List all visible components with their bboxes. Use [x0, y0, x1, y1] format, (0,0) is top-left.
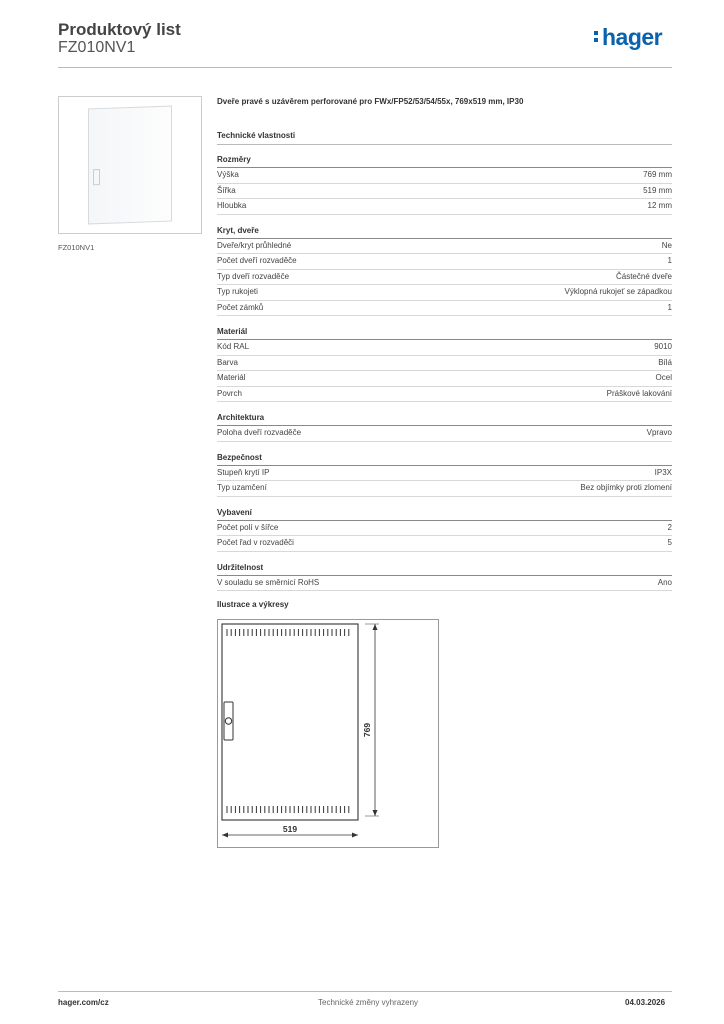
spec-row	[217, 466, 672, 482]
section-title: Architektura	[217, 410, 672, 426]
spec-value: 12 mm	[647, 201, 672, 210]
header-divider	[58, 67, 672, 68]
page-title: Produktový list	[58, 20, 181, 39]
spec-label: Povrch	[217, 388, 242, 398]
illustration-title: Ilustrace a výkresy	[217, 600, 289, 609]
spec-row	[217, 481, 672, 497]
spec-value: Vpravo	[646, 428, 672, 437]
spec-row	[217, 356, 672, 372]
spec-label: Kód RAL	[217, 342, 250, 351]
logo-dots-icon	[594, 31, 599, 45]
spec-value: 769 mm	[643, 170, 672, 179]
spec-label: Počet dveří rozvaděče	[217, 256, 297, 265]
spec-row	[217, 239, 672, 255]
width-dimension-label: 519	[282, 824, 298, 834]
spec-value: 2	[667, 522, 672, 532]
footer-divider	[58, 991, 672, 992]
spec-row	[217, 184, 672, 200]
spec-row	[217, 168, 672, 184]
spec-row	[217, 371, 672, 387]
spec-label: Materiál	[217, 373, 246, 382]
spec-label: Typ dveří rozvaděče	[217, 271, 290, 281]
spec-value: Ne	[661, 240, 672, 250]
spec-table	[217, 152, 672, 591]
door-drawing-svg	[218, 620, 438, 847]
spec-row	[217, 254, 672, 270]
footer-note: Technické změny vyhrazeny	[318, 998, 419, 1007]
spec-row	[217, 426, 672, 442]
spec-label: Stupeň krytí IP	[217, 467, 270, 477]
spec-label: Počet polí v šířce	[217, 522, 279, 532]
spec-row	[217, 199, 672, 215]
spec-value: Výklopná rukojeť se západkou	[564, 287, 672, 296]
spec-label: Výška	[217, 170, 239, 179]
spec-value: IP3X	[654, 467, 672, 477]
spec-value: Bez objímky proti zlomení	[580, 483, 672, 492]
spec-row	[217, 340, 672, 356]
spec-label: Typ uzamčení	[217, 483, 267, 492]
spec-label: Šířka	[217, 185, 236, 195]
section-title: Materiál	[217, 324, 672, 340]
tech-divider	[217, 144, 672, 145]
height-dimension-label: 769	[362, 722, 372, 738]
spec-row	[217, 387, 672, 403]
product-code: FZ010NV1	[58, 39, 136, 56]
spec-value: Ocel	[655, 373, 672, 382]
spec-row	[217, 521, 672, 537]
product-description: Dveře pravé s uzávěrem perforované pro FWx/FP52/53/54/55x, 769x519 mm, IP30	[217, 97, 524, 106]
spec-value: Ano	[657, 577, 672, 587]
hager-logo: hager	[594, 26, 662, 49]
spec-value: Částečné dveře	[615, 271, 672, 281]
spec-value: Práškové lakování	[606, 388, 672, 398]
section-title: Bezpečnost	[217, 450, 672, 466]
spec-label: Počet zámků	[217, 302, 264, 312]
footer-date: 04.03.2026	[625, 998, 666, 1007]
spec-value: 519 mm	[643, 185, 672, 195]
tech-heading: Technické vlastnosti	[217, 131, 296, 140]
spec-row	[217, 270, 672, 286]
spec-value: 1	[667, 256, 672, 265]
spec-value: 9010	[654, 342, 672, 351]
section-title: Udržitelnost	[217, 560, 672, 576]
section-title: Vybavení	[217, 505, 672, 521]
spec-value: 1	[667, 302, 672, 312]
spec-label: Dveře/kryt průhledné	[217, 240, 292, 250]
door-image	[88, 106, 172, 225]
section-title: Kryt, dveře	[217, 223, 672, 239]
spec-value: 5	[667, 538, 672, 547]
spec-label: Poloha dveří rozvaděče	[217, 428, 302, 437]
section-title: Rozměry	[217, 152, 672, 168]
technical-drawing	[217, 619, 439, 848]
spec-label: V souladu se směrnicí RoHS	[217, 577, 320, 587]
product-thumbnail	[58, 96, 202, 234]
spec-label: Barva	[217, 357, 238, 367]
footer-website[interactable]: hager.com/cz	[58, 998, 109, 1007]
spec-row	[217, 576, 672, 592]
spec-value: Bílá	[658, 357, 672, 367]
spec-row	[217, 285, 672, 301]
spec-row	[217, 536, 672, 552]
spec-label: Hloubka	[217, 201, 247, 210]
spec-row	[217, 301, 672, 317]
spec-label: Typ rukojeti	[217, 287, 258, 296]
handle-icon	[93, 169, 100, 185]
thumbnail-caption: FZ010NV1	[58, 243, 95, 252]
spec-label: Počet řad v rozvaděči	[217, 538, 294, 547]
